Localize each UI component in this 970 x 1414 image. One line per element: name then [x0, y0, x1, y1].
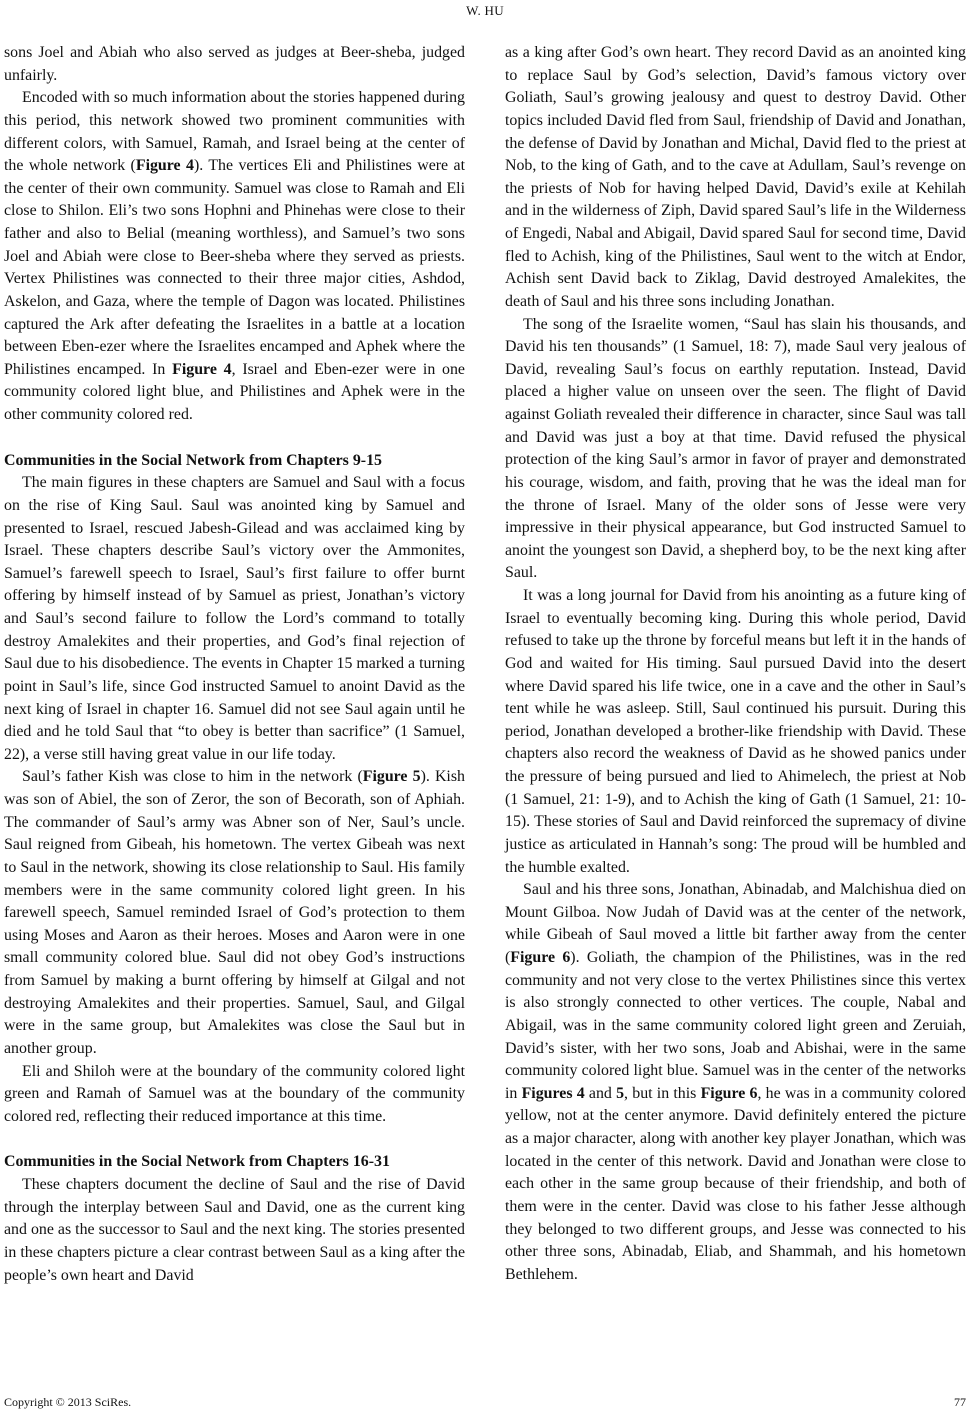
figure-reference: Figures 4	[521, 1084, 585, 1102]
running-head: W. HU	[466, 3, 504, 18]
paragraph: These chapters document the decline of Saul and the rise of David through the interplay between Saul and David, one as the current king and one as the successor to Saul and the next king. The stories presented in these chapters picture a clear contrast between Saul as a king after the people’s own heart and David	[4, 1176, 465, 1284]
paragraph: Encoded with so much information about the stories happened during this period, this network showed two prominent communities with different colors, with Samuel, Ramah, and Israel being at the center of the whole network (Figure 4). The vertices Eli and Philistines were at the center of their own community. Samuel was close to Ramah and Eli close to Shilon. Eli’s two sons Hophni and Phinehas were close to their father and also to Belial (meaning worthless), and Samuel’s two sons Joel and Abiah were close to Beer-sheba where they served as priests. Vertex Philistines was connected to their three major cities, Ashdod, Askelon, and Gaza, where the temple of Dagon was located. Philistines captured the Ark after defeating the Israelites in a battle at a location between Eben-ezer where the Israelites encamped and Aphek where the Philistines encamped. In Figure 4, Israel and Eben-ezer were in one community colored light blue, and Philistines and Aphek were in the other community colored red.	[4, 89, 465, 423]
figure-reference: Figure 4	[172, 360, 232, 378]
figure-reference: Figure 4	[135, 157, 194, 175]
left-column	[4, 42, 465, 1287]
paragraph: The main figures in these chapters are Samuel and Saul with a focus on the rise of King Saul. Saul was anointed king by Samuel and presented to Israel, rescued Jabesh-Gilead and was acclaimed king by Israel. These chapters describe Saul’s victory over the Ammonites, Samuel’s farewell speech to Israel, Saul’s first failure to offer burnt offering by himself instead of by Samuel as priest, Jonathan’s victory and Saul’s second failure to follow the Lord’s command to totally destroy Amalekites and their properties, and God’s final rejection of Saul due to his disobedience. The events in Chapter 15 marked a turning point in Saul’s life, since God instructed Samuel to anoint David as the next king of Israel in chapter 16. Samuel did not see Saul again until he died and he told Saul that “to obey is better than sacrifice” (1 Samuel, 22), a verse still having great value in our life today.	[4, 474, 465, 763]
figure-reference: Figure 6	[510, 949, 571, 966]
figure-reference: 5	[616, 1084, 625, 1102]
paragraph: The song of the Israelite women, “Saul has slain his thousands, and David his ten thousands” (1 Samuel, 18: 7), made Saul very jealous of David, revealing Saul’s focus on earthly reputation. Instead, David placed a higher value on unseen over the seen. The flight of David against Goliath revealed their difference in character, since Saul was tall and David was just a boy at that time. David refused the physical protection of the king Saul’s armor in favor of prayer and demonstrated his courage, wisdom, and faith, proving that he was the ideal man for the throne of Israel. Many of the older sons of Jesse were very impressive in their physical appearance, but God instructed Samuel to anoint the youngest son David, a shepherd boy, to be the next king after Saul.	[505, 315, 966, 582]
figure-reference: Figure 5	[362, 768, 421, 786]
figure-reference: Figure 6	[700, 1084, 758, 1102]
right-column	[505, 42, 966, 1286]
paragraph: as a king after God’s own heart. They record David as an anointed king to replace Saul by God’s selection, David’s famous victory over Goliath, Saul’s growing jealousy and quest to destroy David. Other topics included David fled from Saul, friendship of David and Jonathan, the defense of David by Jonathan and Michal, David fled to the priest at Nob, to the king of Gath, and to the cave at Adullam, Saul’s revenge on the priests of Nob for having helped David, David’s exile at Kehilah and in the wilderness of Ziph, David spared Saul’s life in the Wilderness of Engedi, Nabal and Abigail, David spared Saul for second time, David fled to Achish, king of the Philistines, Saul went to the witch at Endor, Achish sent David back to Ziklag, David destroyed Amalekites, the death of Saul and his three sons including Jonathan.	[505, 44, 966, 310]
section-heading: Communities in the Social Network from Chapters 9-15	[4, 451, 382, 469]
paragraph: Eli and Shiloh were at the boundary of the community colored light green and Ramah of Samuel was at the boundary of the community colored red, reflecting their reduced importance at this time.	[4, 1062, 465, 1125]
paragraph: sons Joel and Abiah who also served as judges at Beer-sheba, judged unfairly.	[4, 44, 465, 84]
section-heading: Communities in the Social Network from Chapters 16-31	[4, 1153, 390, 1171]
copyright-notice: Copyright © 2013 SciRes.	[4, 1395, 132, 1409]
paragraph: Saul and his three sons, Jonathan, Abinadab, and Malchishua died on Mount Gilboa. Now Judah of David was at the center of the network, while Gibeah of Saul moved a little bit farther away from the center (Figure 6). Goliath, the champion of the Philistines, was in the red community and not very close to the vertex Philistines since this vertex is also strongly connected to other vertices. The couple, Nabal and Abigail, was in the same community colored light green and Zeruiah, David’s sister, with her two sons, Joab and Abishai, were in the same community colored light blue. Samuel was in the center of the networks in Figures 4 and 5, but in this Figure 6, he was in a community colored yellow, not at the center anymore. David definitely entered the picture as a major character, along with another key player Jonathan, which was located in the center of this network. David and Jonathan were close to each other in the same group because of their friendship, and both of them were in the center. David was close to his father Jesse although they belonged to two different groups, and Jesse was connected to his other three sons, Abinadab, Eliab, and Shammah, and his hometown Bethlehem.	[505, 881, 966, 1283]
page-number: 77	[954, 1395, 966, 1409]
paragraph: Saul’s father Kish was close to him in the network (Figure 5). Kish was son of Abiel, the son of Zeror, the son of Becorath, son of Aphiah. The commander of Saul’s army was Abner son of Ner, Saul’s uncle. Saul reigned from Gibeah, his hometown. The vertex Gibeah was next to Saul in the network, showing its close relationship to Saul. His family members were in the same community colored light green. In his farewell speech, Samuel reminded Israel of God’s protection to them using Moses and Aaron as their heroes. Moses and Aaron were in one small community colored blue. Saul did not obey God’s instructions from Samuel by making a burnt offering by himself at Gilgal and not destroying Amalekites and their properties. Samuel, Saul, and Gilgal were in the same group, but Amalekites was close the Saul but in another group.	[4, 768, 465, 1057]
paragraph: It was a long journal for David from his anointing as a future king of Israel to eventually becoming king. During this whole period, David refused to take up the throne by forceful means but left it in the hands of God and waited for His timing. Saul pursued David into the desert where David spared his life twice, one in a cave and the other in Saul’s tent while he was asleep. Still, Saul continued his pursuit. During this period, Jonathan developed a brother-like friendship with David. These chapters also record the weakness of David as he showed panics under the pressure of being pursued and lied to Ahimelech, the priest at Nob (1 Samuel, 21: 1-9), and to Achish the king of Gath (1 Samuel, 21: 10-15). These stories of Saul and David reinforced the supremacy of divine justice as articulated in Hannah’s song: The proud will be humbled and the humble exalted.	[505, 587, 966, 876]
